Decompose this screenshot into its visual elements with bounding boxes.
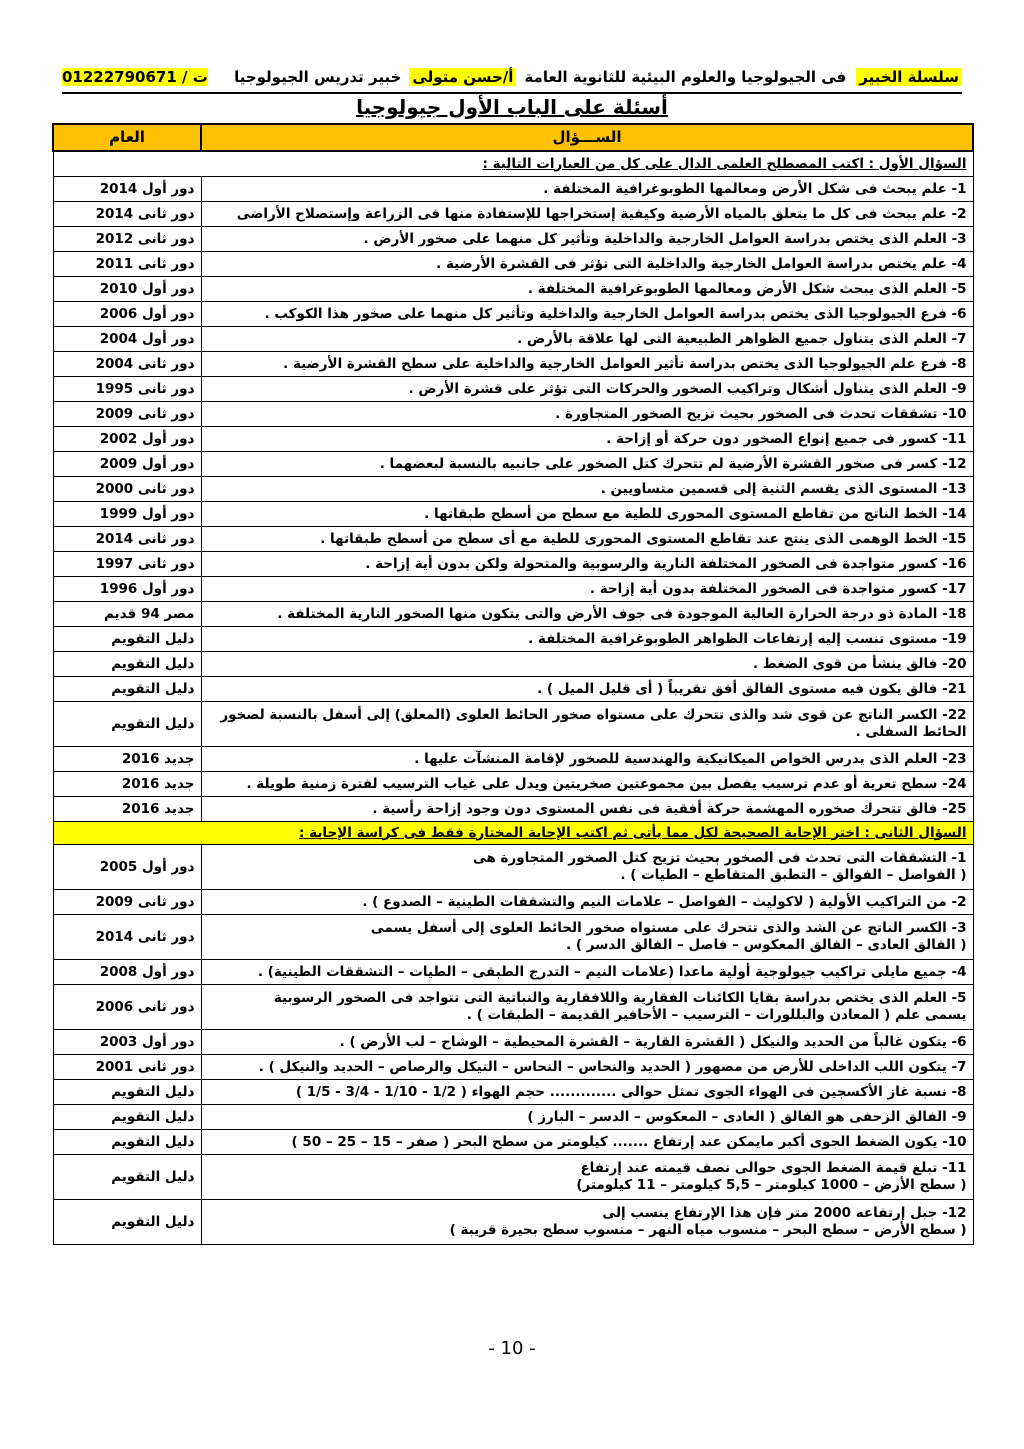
table-row	[53, 915, 973, 960]
year-cell: دور أول 2009	[53, 452, 201, 477]
question-text: 17- كسور متواجدة فى الصخور المختلفة بدون أية إزاحة .	[589, 580, 967, 597]
year-cell: دور أول 2006	[53, 302, 201, 327]
table-row	[53, 1200, 973, 1245]
year-cell: دور ثانى 1997	[53, 552, 201, 577]
year-cell: دور ثانى 2009	[53, 890, 201, 915]
year-cell: دليل التقويم	[53, 652, 201, 677]
year-cell: دور أول 2003	[53, 1030, 201, 1055]
section1-title: السؤال الأول : اكتب المصطلح العلمى الدال على كل من العبارات التالية :	[53, 151, 973, 177]
table-row	[53, 552, 973, 577]
year-cell: دليل التقويم	[53, 677, 201, 702]
question-text: 23- العلم الذى يدرس الخواص الميكانيكية والهندسية للصخور لإقامة المنشآت عليها .	[414, 750, 967, 767]
table-row	[53, 985, 973, 1030]
question-cell	[201, 1080, 973, 1105]
table-row	[53, 1105, 973, 1130]
year-cell: دور أول 2010	[53, 277, 201, 302]
question-text: 20- فالق ينشأ من قوى الضغط .	[752, 655, 967, 672]
question-cell	[201, 1200, 973, 1245]
table-row	[53, 452, 973, 477]
table-row	[53, 890, 973, 915]
year-cell: دور أول 2002	[53, 427, 201, 452]
question-text: 12- جبل إرتفاعه 2000 متر فإن هذا الإرتفاع ينسب إلى	[602, 1205, 967, 1221]
question-cell	[201, 960, 973, 985]
year-cell: دليل التقويم	[53, 1155, 201, 1200]
question-cell	[201, 1105, 973, 1130]
table-row	[53, 427, 973, 452]
question-cell	[201, 352, 973, 377]
year-cell: دور أول 1999	[53, 502, 201, 527]
question-text: 7- العلم الذى يتناول جميع الظواهر الطبيعية التى لها علاقة بالأرض .	[517, 330, 967, 347]
year-cell: دور ثانى 2004	[53, 352, 201, 377]
question-text: 9- الفالق الزحفى هو الفالق ( العادى – المعكوس – الدسر – البارز )	[527, 1108, 967, 1125]
table-row	[53, 252, 973, 277]
question-text: 24- سطح تعرية أو عدم ترسيب يفصل بين مجموعتين صخريتين ويدل على غياب الترسيب لفترة زمنية طويلة .	[246, 775, 967, 792]
question-text: 2- من التراكيب الأولية ( لاكوليث – الفواصل – علامات النيم والتشققات الطينية – الصدوع ) .	[362, 893, 967, 910]
question-text: 1- التشققات التى تحدث فى الصخور بحيث تزيح كتل الصخور المتجاورة هى	[472, 850, 967, 866]
year-cell: دور أول 2004	[53, 327, 201, 352]
question-cell	[201, 227, 973, 252]
table-row	[53, 602, 973, 627]
question-cell	[201, 402, 973, 427]
year-cell: دليل التقويم	[53, 1105, 201, 1130]
table-row	[53, 845, 973, 890]
question-cell	[201, 845, 973, 890]
year-cell: دليل التقويم	[53, 702, 201, 747]
question-text: 12- كسر فى صخور القشرة الأرضية لم تتحرك كتل الصخور على جانبيه بالنسبة لبعضهما .	[379, 455, 967, 472]
table-row	[53, 502, 973, 527]
year-cell: دور أول 2014	[53, 177, 201, 202]
question-text: 18- المادة ذو درجة الحرارة العالية الموجودة فى جوف الأرض والتى يتكون منها الصخور النارية المختلفة .	[277, 605, 967, 622]
year-cell: دور أول 2008	[53, 960, 201, 985]
question-cell	[201, 327, 973, 352]
author-name: أ/حسن متولى	[409, 68, 516, 86]
question-cell	[201, 1130, 973, 1155]
section-title-row	[53, 822, 973, 845]
table-row	[53, 1055, 973, 1080]
question-text: 2- علم يبحث فى كل ما يتعلق بالمياه الأرضية وكيفية إستخراجها للإستفادة منها فى الزراعة وإستصلاح الأراضى	[236, 205, 967, 222]
year-cell: دور ثانى 2014	[53, 202, 201, 227]
question-text: 13- المستوى الذى يقسم الثنية إلى قسمين متساويين .	[600, 480, 967, 497]
table-row	[53, 177, 973, 202]
year-cell: جديد 2016	[53, 797, 201, 822]
table-row	[53, 1130, 973, 1155]
table-row	[53, 747, 973, 772]
question-text: 1- علم يبحث فى شكل الأرض ومعالمها الطوبوغرافية المختلفة .	[543, 180, 967, 197]
table-row	[53, 652, 973, 677]
table-row	[53, 1155, 973, 1200]
question-text: 5- العلم الذى يبحث شكل الأرض ومعالمها الطوبوغرافية المختلفة .	[527, 280, 967, 297]
table-row	[53, 677, 973, 702]
question-options: ( سطح الأرض – 1000 كيلومتر – 5,5 كيلومتر – 11 كيلومتر)	[576, 1177, 967, 1193]
question-cell	[201, 252, 973, 277]
question-cell	[201, 1030, 973, 1055]
column-header-year: العام	[53, 124, 201, 151]
question-text: 14- الخط الناتج من تقاطع المستوى المحورى للطية مع سطح من أسطح طبقاتها .	[424, 505, 967, 522]
question-cell	[201, 627, 973, 652]
table-row	[53, 527, 973, 552]
table-row	[53, 477, 973, 502]
question-cell	[201, 302, 973, 327]
question-cell	[201, 652, 973, 677]
year-cell: دليل التقويم	[53, 627, 201, 652]
question-text: 4- جميع مايلى تراكيب جيولوجية أولية ماعدا (علامات النيم – التدرج الطبقى – الطيات – التشققات الطينية) .	[257, 963, 967, 980]
year-cell: مصر 94 قديم	[53, 602, 201, 627]
table-row	[53, 302, 973, 327]
questions-table	[52, 123, 974, 1245]
question-cell	[201, 452, 973, 477]
question-cell	[201, 527, 973, 552]
question-options: ( سطح الأرض – سطح البحر – منسوب مياه النهر – منسوب سطح بحيرة قريبة )	[449, 1222, 967, 1238]
question-text: 6- فرع الجيولوجيا الذى يختص بدراسة العوامل الخارجية والداخلية وتأثير كل منهما على صخور هذا الكوكب .	[264, 305, 967, 322]
table-row	[53, 627, 973, 652]
question-cell	[201, 1055, 973, 1080]
table-row	[53, 797, 973, 822]
question-cell	[201, 702, 973, 747]
page-number: - 10 -	[488, 1338, 536, 1359]
question-text: 11- كسور فى جميع إنواع الصخور دون حركة أو إزاحة .	[606, 430, 967, 447]
question-cell	[201, 772, 973, 797]
question-text: 3- الكسر الناتج عن الشد والذى تتحرك على مستواه صخور الحائط العلوى إلى أسفل يسمى	[370, 920, 967, 936]
table-row	[53, 327, 973, 352]
year-cell: دليل التقويم	[53, 1200, 201, 1245]
question-text: 19- مستوى تنسب إليه إرتفاعات الظواهر الطوبوغرافية المختلفة .	[528, 630, 967, 647]
question-cell	[201, 602, 973, 627]
question-text: 8- فرع علم الجيولوجيا الذى يختص بدراسة تأثير العوامل الخارجية والداخلية على سطح القشرة الأرضية .	[283, 355, 967, 372]
page-title: أسئلة على الباب الأول جيولوجيا	[356, 95, 668, 119]
table-row	[53, 277, 973, 302]
section-title-row	[53, 151, 973, 177]
phone-number: ت / 01222790671	[62, 68, 208, 86]
question-text: 7- يتكون اللب الداخلى للأرض من مصهور ( الحديد والنحاس – النحاس – النيكل والرصاص – الحديد والنيكل ) .	[258, 1058, 967, 1075]
year-cell: دليل التقويم	[53, 1080, 201, 1105]
year-cell: دور ثانى 2014	[53, 915, 201, 960]
question-options: يسمى علم ( المعادن والبللورات – الترسيب – الأحافير القديمة – الطبقات ) .	[466, 1007, 967, 1023]
table-row	[53, 377, 973, 402]
question-text: 8- نسبة غاز الأكسجين فى الهواء الجوى تمثل حوالى ............. حجم الهواء ( 1/2 - 1/10 - 3/4 - 1/5 )	[295, 1083, 967, 1100]
question-cell	[201, 202, 973, 227]
year-cell: دور ثانى 2009	[53, 402, 201, 427]
question-options: ( الفالق العادى – الفالق المعكوس – فاصل – الفالق الدسر ) .	[566, 937, 967, 953]
year-cell: دور ثانى 2001	[53, 1055, 201, 1080]
question-cell	[201, 427, 973, 452]
page-header	[62, 62, 962, 94]
question-cell	[201, 890, 973, 915]
table-row	[53, 1080, 973, 1105]
question-text: 22- الكسر الناتج عن قوى شد والذى تتحرك على مستواه صخور الحائط العلوى (المعلق) إلى أسفل بالنسبة لصخور الحائط السفلى .	[220, 707, 967, 740]
question-cell	[201, 477, 973, 502]
year-cell: دور أول 2005	[53, 845, 201, 890]
table-row	[53, 402, 973, 427]
question-text: 21- فالق يكون فيه مستوى الفالق أفق تقريباً ( أى قليل الميل ) .	[537, 680, 967, 697]
question-text: 15- الخط الوهمى الذى ينتج عند تقاطع المستوى المحورى للطية مع أى سطح من أسطح طبقاتها .	[320, 530, 967, 547]
section2-title: السؤال الثانى : اختر الإجابة الصحيحة لكل مما يأتى ثم اكتب الإجابة المختارة فقط فى كراسة الإجابة :	[53, 822, 973, 845]
year-cell: دليل التقويم	[53, 1130, 201, 1155]
table-row	[53, 960, 973, 985]
year-cell: دور ثانى 2014	[53, 527, 201, 552]
table-row	[53, 202, 973, 227]
table-row	[53, 227, 973, 252]
subject-text: فى الجيولوجيا والعلوم البيئية للثانوية العامة	[524, 68, 847, 86]
question-text: 5- العلم الذى يختص بدراسة بقايا الكائنات الفقارية واللافقارية والنباتية التى تتواجد فى الصخور الرسوبية	[273, 990, 967, 1006]
question-cell	[201, 177, 973, 202]
year-cell: دور ثانى 1995	[53, 377, 201, 402]
table-row	[53, 772, 973, 797]
question-cell	[201, 915, 973, 960]
question-text: 6- يتكون غالباً من الحديد والنيكل ( القشرة القارية – القشرة المحيطية – الوشاح – لب الأرض ) .	[339, 1033, 967, 1050]
year-cell: دور ثانى 2011	[53, 252, 201, 277]
question-cell	[201, 677, 973, 702]
question-cell	[201, 502, 973, 527]
table-row	[53, 352, 973, 377]
question-text: 10- تشققات تحدث فى الصخور بحيث تزيح الصخور المتجاورة .	[555, 405, 967, 422]
question-options: ( الفواصل – الفوالق – التطبق المتقاطع – الطيات ) .	[620, 867, 967, 883]
table-row	[53, 702, 973, 747]
year-cell: جديد 2016	[53, 772, 201, 797]
year-cell: جديد 2016	[53, 747, 201, 772]
question-cell	[201, 577, 973, 602]
question-text: 11- تبلغ قيمة الضغط الجوى حوالى نصف قيمته عند إرتفاع	[580, 1160, 967, 1176]
question-text: 10- يكون الضغط الجوى أكبر مايمكن عند إرتفاع ....... كيلومتر من سطح البحر ( صفر – 15 – 25 – 50 )	[291, 1133, 967, 1150]
question-cell	[201, 985, 973, 1030]
question-cell	[201, 1155, 973, 1200]
series-title: سلسلة الخبير	[856, 68, 962, 86]
question-cell	[201, 797, 973, 822]
table-row	[53, 1030, 973, 1055]
table-row	[53, 577, 973, 602]
question-cell	[201, 277, 973, 302]
year-cell: دور ثانى 2006	[53, 985, 201, 1030]
question-cell	[201, 747, 973, 772]
question-text: 9- العلم الذى يتناول أشكال وتراكيب الصخور والحركات التى تؤثر على قشرة الأرض .	[408, 380, 967, 397]
question-text: 25- فالق تتحرك صخوره المهشمة حركة أفقية فى نفس المستوى دون وجود إزاحة رأسية .	[372, 800, 967, 817]
question-text: 3- العلم الذى يختص بدراسة العوامل الخارجية والداخلية وتأثير كل منهما على صخور الأرض .	[363, 230, 967, 247]
question-text: 4- علم يختص بدراسة العوامل الخارجية والداخلية التى تؤثر فى القشرة الأرضية .	[436, 255, 967, 272]
question-cell	[201, 552, 973, 577]
year-cell: دور ثانى 2000	[53, 477, 201, 502]
year-cell: دور أول 1996	[53, 577, 201, 602]
question-cell	[201, 377, 973, 402]
author-specialty: خبير تدريس الجيولوجيا	[234, 68, 402, 86]
question-text: 16- كسور متواجدة فى الصخور المختلفة النارية والرسوبية والمتحولة ولكن بدون أية إزاحة .	[365, 555, 967, 572]
year-cell: دور ثانى 2012	[53, 227, 201, 252]
column-header-question: الســـؤال	[201, 124, 973, 151]
